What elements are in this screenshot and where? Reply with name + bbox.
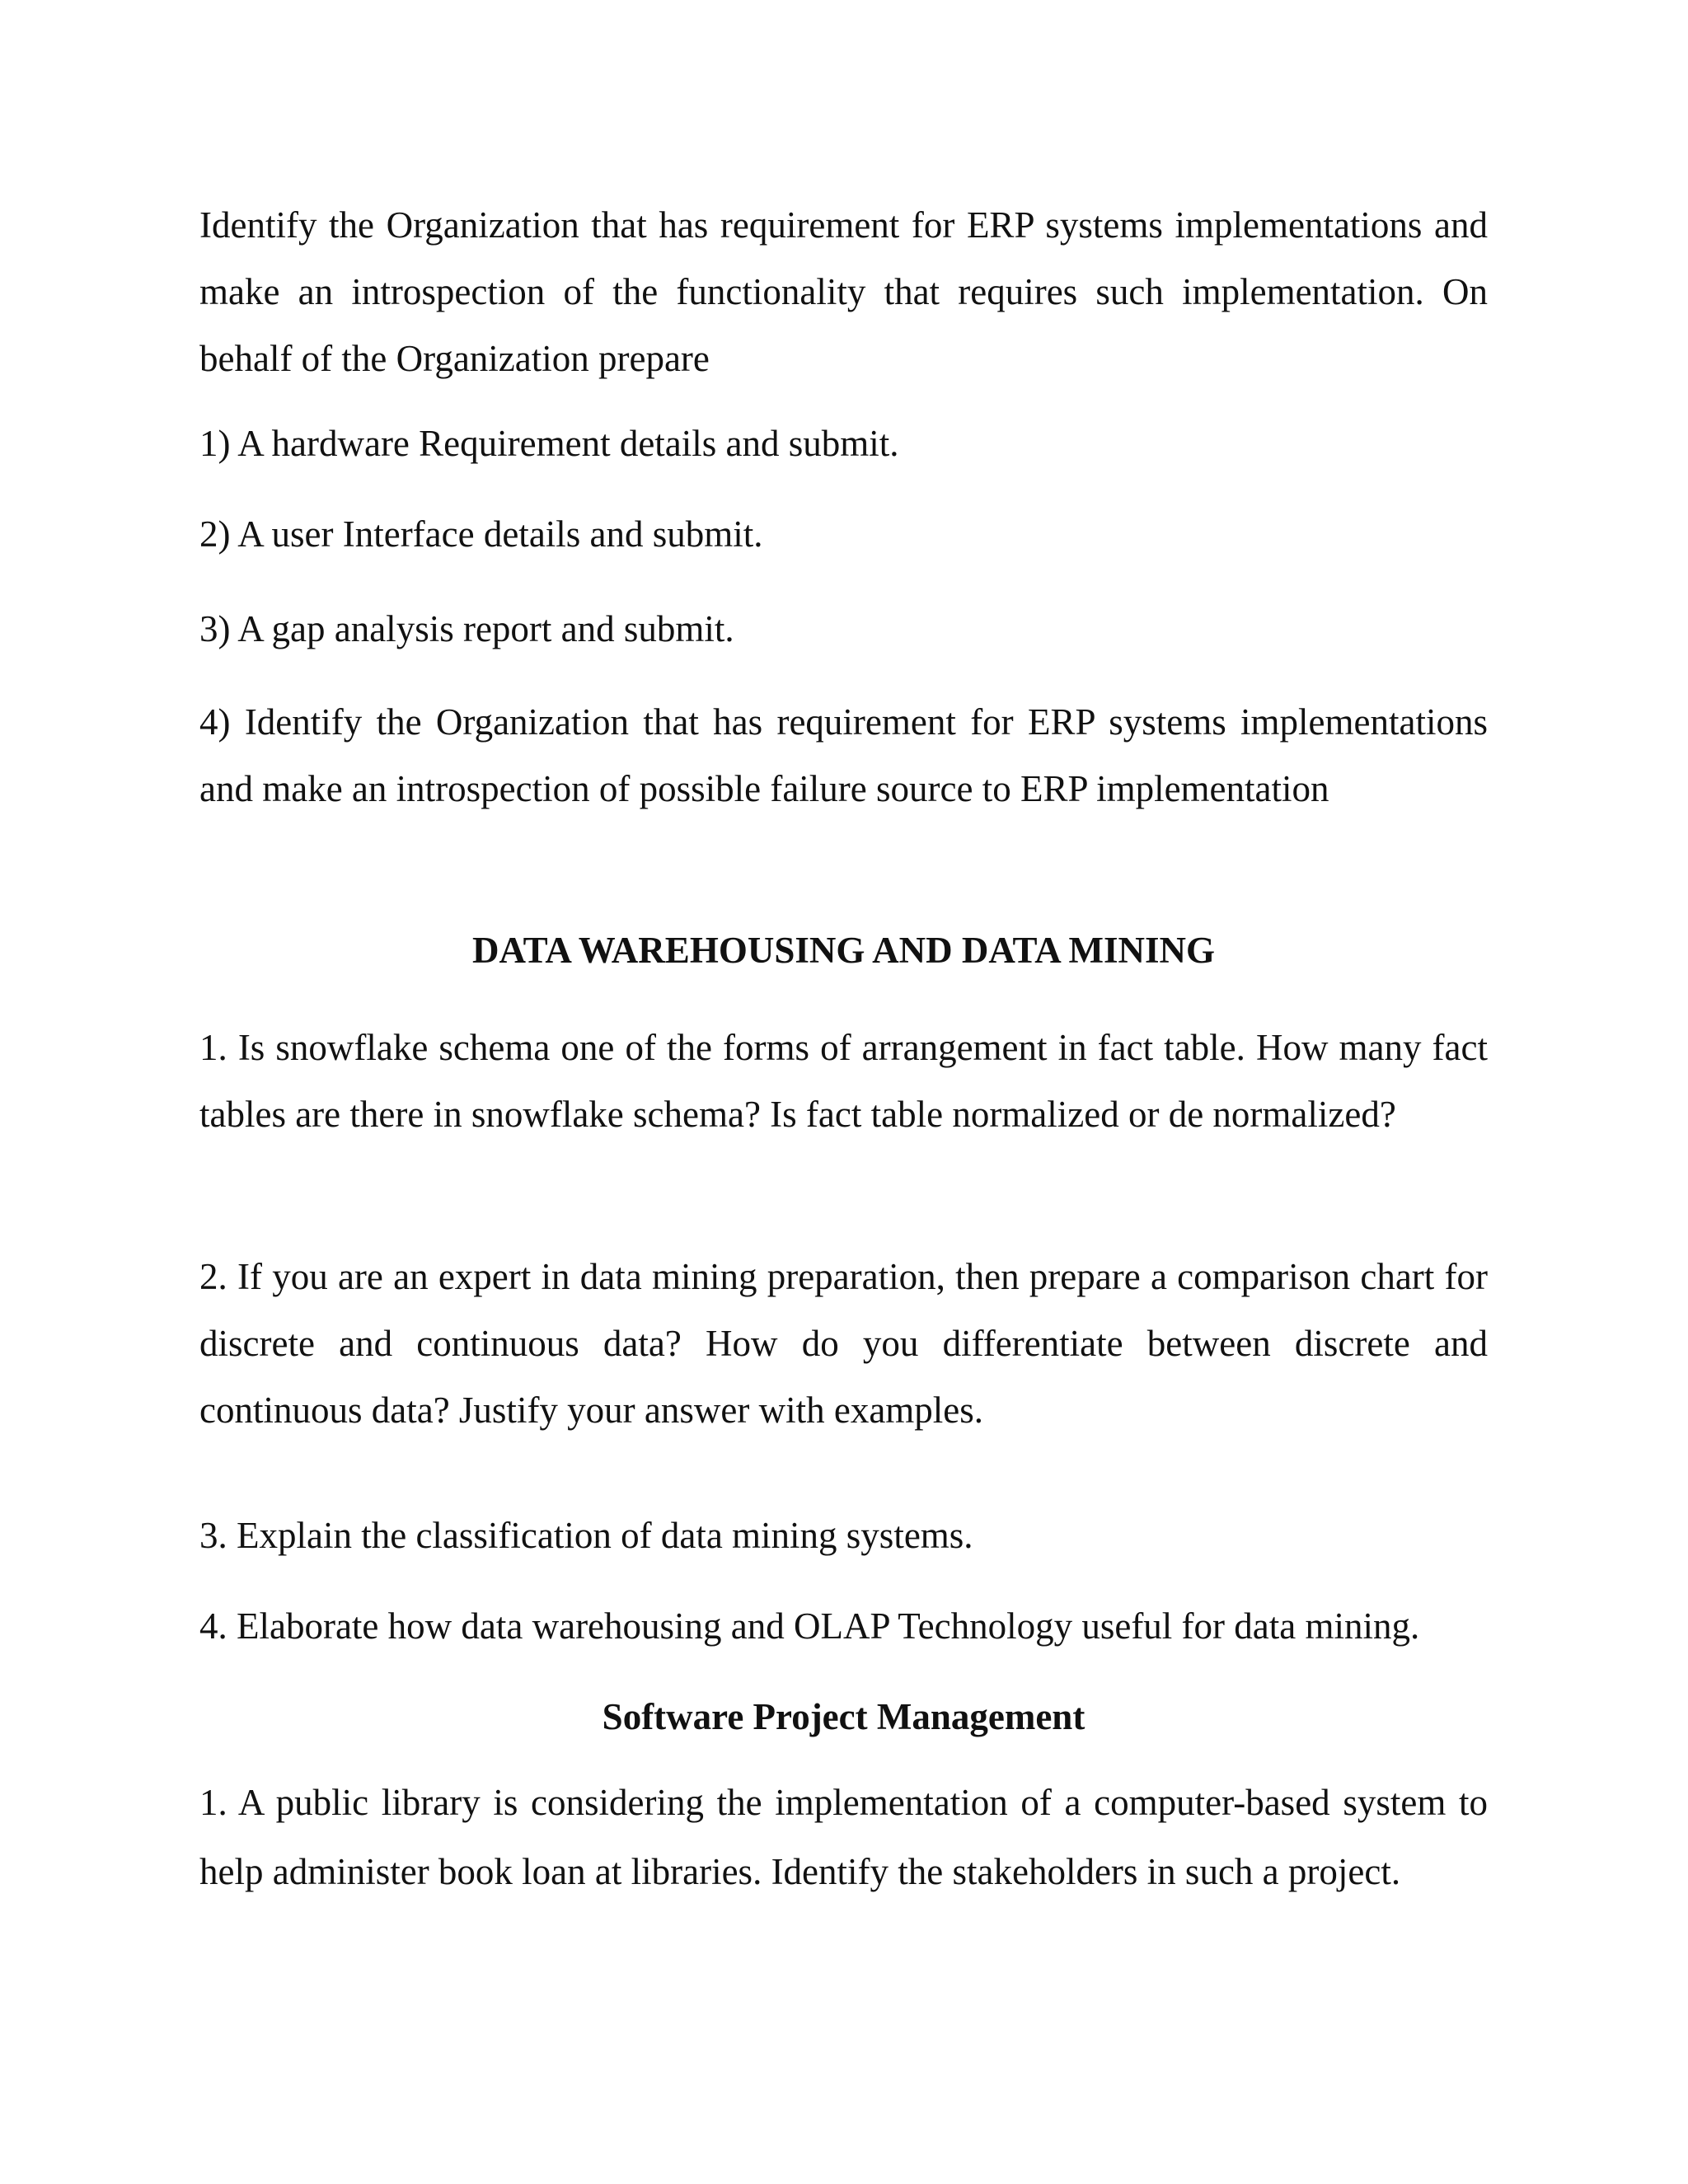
erp-item-4: 4) Identify the Organization that has requirement for ERP systems implementations and make an introspection of possible failure source to ERP implementation: [199, 701, 1488, 809]
dwdm-question-4: 4. Elaborate how data warehousing and OLAP Technology useful for data mining.: [199, 1605, 1420, 1647]
erp-intro-paragraph: Identify the Organization that has requirement for ERP systems implementations and make an introspection of the functionality that requires such implementation. On behalf of the Organization prepare: [199, 204, 1488, 379]
dwdm-heading: DATA WAREHOUSING AND DATA MINING: [472, 930, 1215, 971]
spm-heading: Software Project Management: [602, 1696, 1085, 1737]
erp-item-2: 2) A user Interface details and submit.: [199, 513, 763, 555]
spm-question-1: 1. A public library is considering the implementation of a computer-based system to help administer book loan at libraries. Identify the stakeholders in such a project.: [199, 1782, 1488, 1892]
dwdm-question-2: 2. If you are an expert in data mining preparation, then prepare a comparison chart for discrete and continuous data? How do you differentiate between discrete and continuous data? Justify your answer with examples.: [199, 1256, 1488, 1431]
erp-item-3: 3) A gap analysis report and submit.: [199, 608, 734, 649]
erp-item-1: 1) A hardware Requirement details and submit.: [199, 423, 899, 464]
dwdm-question-1: 1. Is snowflake schema one of the forms of arrangement in fact table. How many fact tables are there in snowflake schema? Is fact table normalized or de normalized?: [199, 1027, 1488, 1135]
dwdm-question-3: 3. Explain the classification of data mining systems.: [199, 1515, 973, 1556]
